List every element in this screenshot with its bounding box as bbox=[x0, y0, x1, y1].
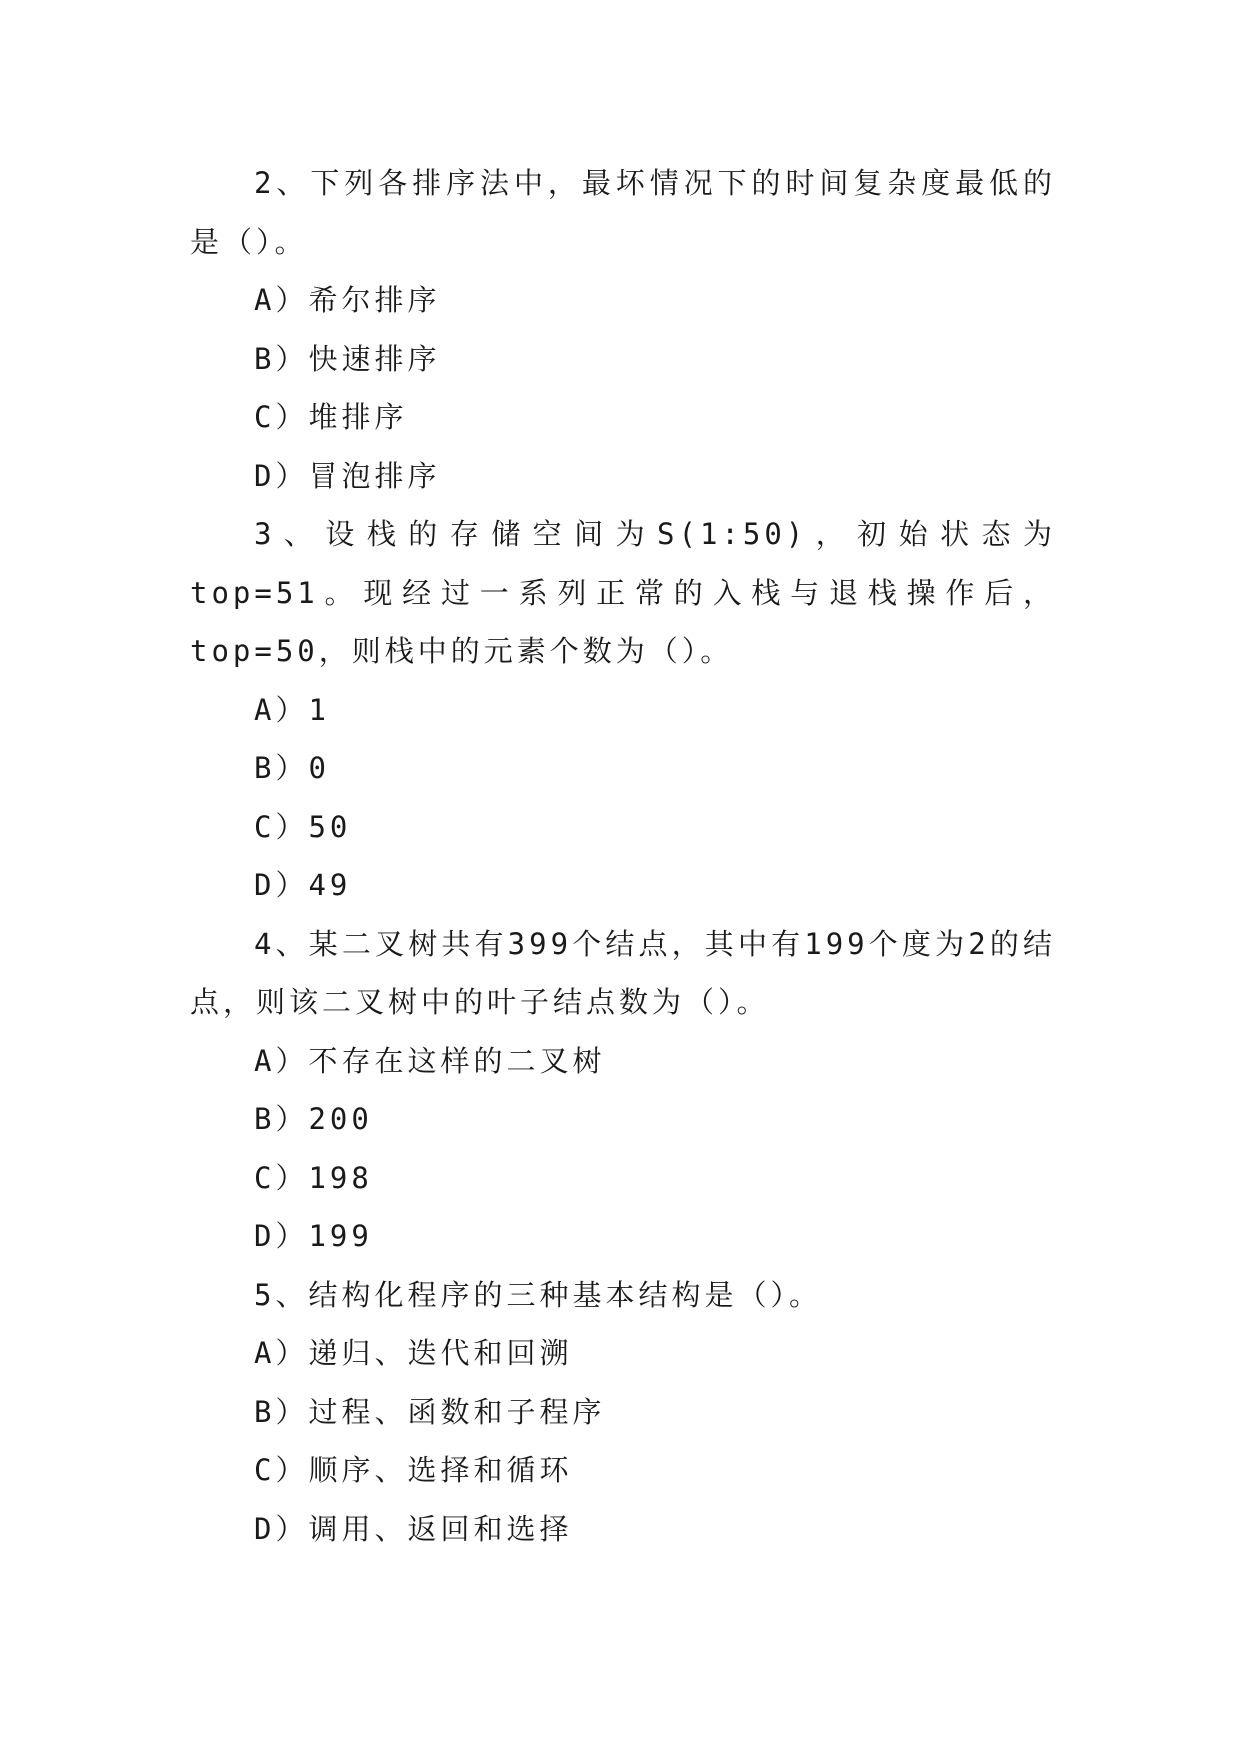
question-stem: 4、某二叉树共有399个结点，其中有199个度为2的结点，则该二叉树中的叶子结点数为（）。 bbox=[190, 926, 1056, 1019]
option-b: B）过程、函数和子程序 bbox=[254, 1394, 606, 1429]
option-d: D）冒泡排序 bbox=[254, 458, 441, 493]
question-stem: 3、设栈的存储空间为S(1:50)，初始状态为top=51。现经过一系列正常的入栈与退栈操作后，top=50，则栈中的元素个数为（）。 bbox=[190, 517, 1056, 668]
option-b: B）快速排序 bbox=[254, 341, 441, 376]
option-d: D）199 bbox=[254, 1219, 373, 1253]
option-c: C）顺序、选择和循环 bbox=[254, 1453, 573, 1487]
question-2 bbox=[190, 154, 1056, 505]
option-a: A）递归、迭代和回溯 bbox=[254, 1336, 573, 1370]
option-d: D）调用、返回和选择 bbox=[254, 1511, 573, 1546]
option-c: C）堆排序 bbox=[254, 400, 408, 434]
question-3 bbox=[190, 505, 1056, 915]
option-d: D）49 bbox=[254, 868, 352, 902]
option-a: A）1 bbox=[254, 692, 330, 727]
option-a: A）不存在这样的二叉树 bbox=[254, 1043, 606, 1078]
question-5 bbox=[190, 1266, 1056, 1559]
option-b: B）0 bbox=[254, 751, 330, 785]
option-b: B）200 bbox=[254, 1102, 373, 1136]
question-stem: 5、结构化程序的三种基本结构是（）。 bbox=[254, 1277, 822, 1312]
option-a: A）希尔排序 bbox=[254, 283, 441, 317]
option-c: C）198 bbox=[254, 1160, 373, 1195]
question-stem: 2、下列各排序法中，最坏情况下的时间复杂度最低的是（）。 bbox=[190, 166, 1056, 259]
question-4 bbox=[190, 915, 1056, 1266]
option-c: C）50 bbox=[254, 809, 352, 844]
document-page bbox=[190, 154, 1056, 1558]
